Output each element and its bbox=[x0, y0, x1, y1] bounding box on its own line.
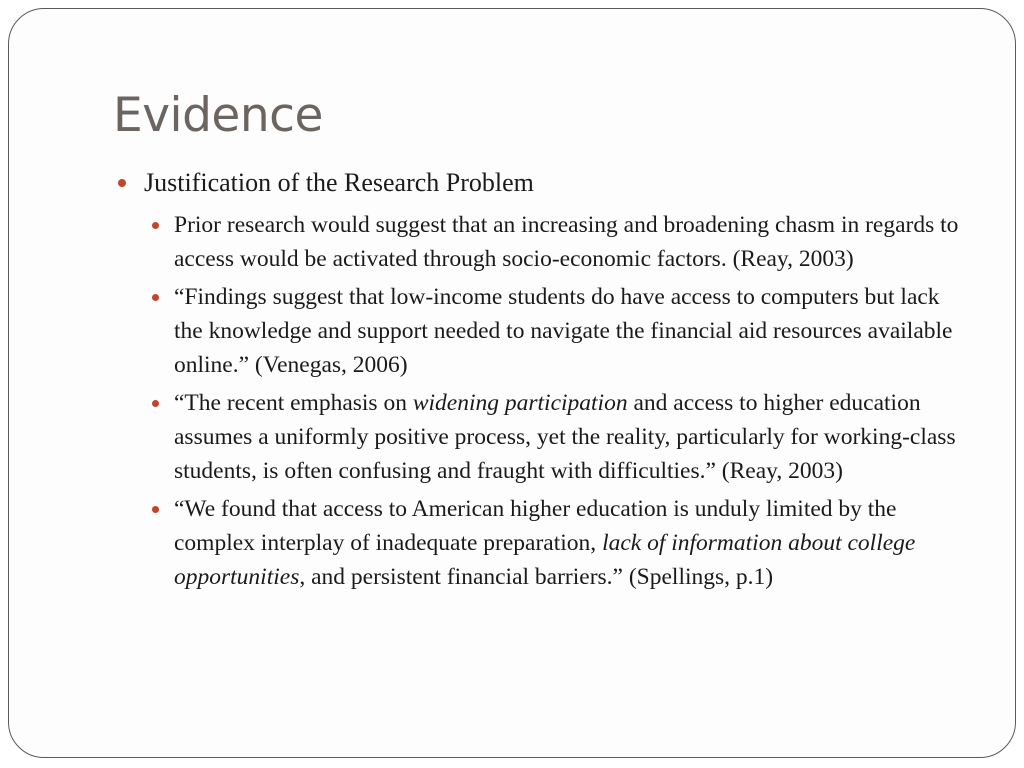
bullet-dot-icon bbox=[152, 294, 159, 301]
bullet-dot-icon bbox=[118, 179, 126, 187]
sub-bullet-text bbox=[174, 390, 956, 484]
sub-bullet bbox=[174, 280, 964, 382]
sub-bullet bbox=[174, 208, 964, 276]
slide-title: Evidence bbox=[113, 88, 323, 143]
sub-bullet-text bbox=[174, 496, 915, 590]
bullet-dot-icon bbox=[152, 222, 159, 229]
slide-body bbox=[116, 166, 976, 598]
text-segment: Prior research would suggest that an increasing and broadening chasm in regards to access would be activated through socio-economic factors. (Reay, 2003) bbox=[174, 212, 959, 272]
bullet-dot-icon bbox=[152, 400, 159, 407]
text-segment: “The recent emphasis on bbox=[174, 390, 413, 416]
text-segment: , and persistent financial barriers.” (Spellings, p.1) bbox=[299, 564, 774, 590]
text-segment: and access to higher education assumes a uniformly positive process, yet the reality, particularly for working-class students, is often confusing and fraught with difficulties.” (Reay, 2003) bbox=[174, 390, 956, 484]
main-bullet-text: Justification of the Research Problem bbox=[144, 168, 534, 197]
italic-text-segment: lack of information about college opportunities bbox=[174, 530, 916, 590]
text-segment: “Findings suggest that low-income students do have access to computers but lack the knowledge and support needed to navigate the financial aid resources available online.” (Venegas, 2006) bbox=[174, 284, 953, 378]
sub-bullet-text bbox=[174, 284, 952, 378]
sub-bullet bbox=[174, 386, 964, 488]
sub-bullet-text bbox=[174, 212, 958, 272]
italic-text-segment: widening participation bbox=[412, 390, 628, 416]
bullet-dot-icon bbox=[152, 506, 159, 513]
text-segment: “We found that access to American higher education is unduly limited by the complex interplay of inadequate preparation, bbox=[174, 496, 897, 556]
main-bullet bbox=[116, 166, 976, 200]
sub-bullet bbox=[174, 492, 964, 594]
